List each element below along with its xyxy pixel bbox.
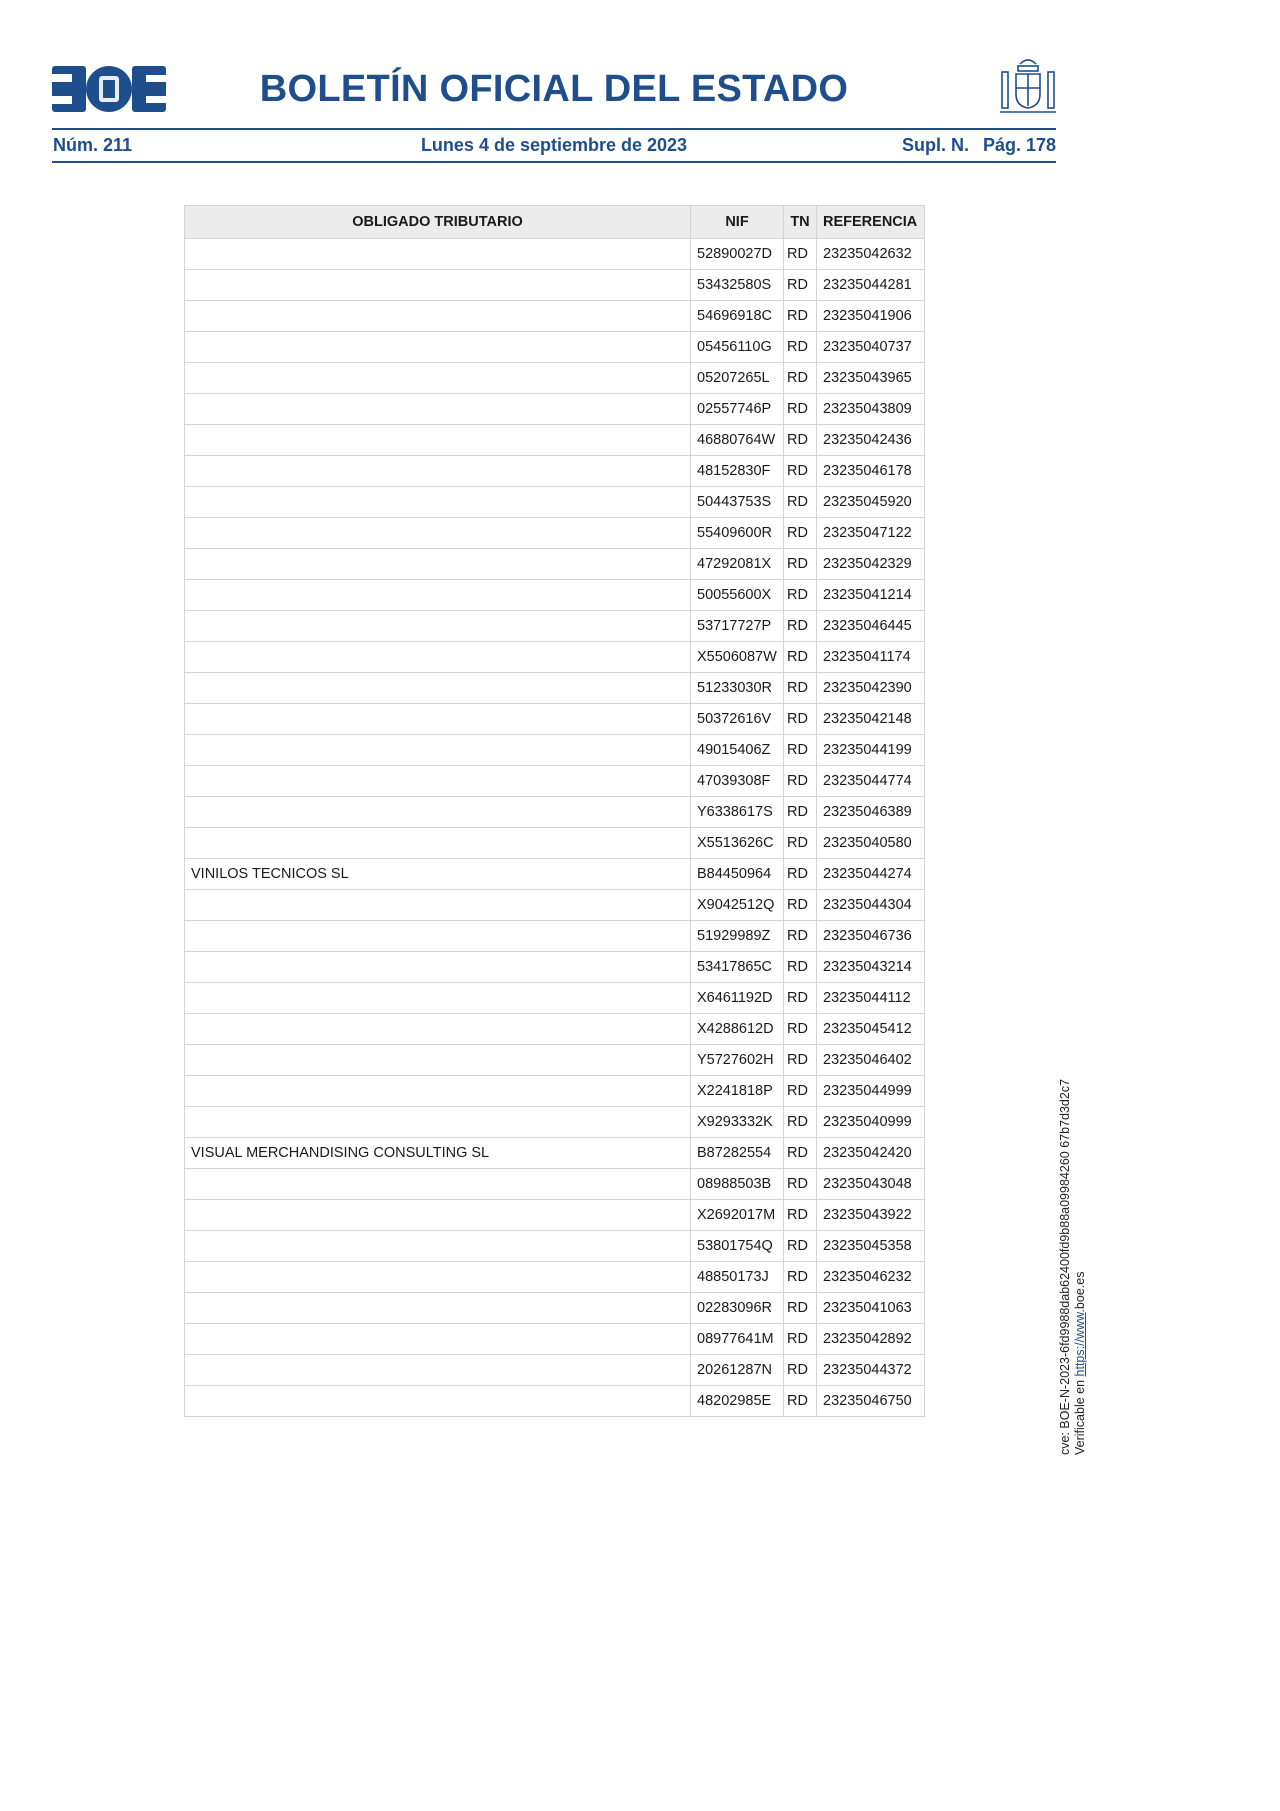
referencia-cell: 23235047122: [817, 518, 925, 549]
cve-code: cve: BOE-N-2023-6fd9988dab62400fd9b88a09984260 67b7d3d2c7: [1058, 1078, 1072, 1455]
obligado-cell: [185, 1386, 691, 1417]
table-row: [185, 363, 925, 394]
nif-cell: 53417865C: [691, 952, 784, 983]
tn-cell: RD: [784, 1014, 817, 1045]
gazette-title: BOLETÍN OFICIAL DEL ESTADO: [259, 68, 849, 110]
nif-cell: 49015406Z: [691, 735, 784, 766]
obligado-cell: [185, 580, 691, 611]
referencia-cell: 23235046232: [817, 1262, 925, 1293]
obligado-cell: [185, 735, 691, 766]
obligado-cell: [185, 394, 691, 425]
table-row: [185, 1355, 925, 1386]
tn-cell: RD: [784, 1169, 817, 1200]
column-header-tn: TN: [784, 206, 817, 239]
table-header-row: [185, 206, 925, 239]
nif-cell: 47292081X: [691, 549, 784, 580]
tn-cell: RD: [784, 549, 817, 580]
obligado-cell: [185, 270, 691, 301]
column-header-nif: NIF: [691, 206, 784, 239]
tn-cell: RD: [784, 704, 817, 735]
referencia-cell: 23235046736: [817, 921, 925, 952]
obligado-cell: [185, 1045, 691, 1076]
taxpayer-table: [184, 205, 925, 1417]
nif-cell: 50372616V: [691, 704, 784, 735]
referencia-cell: 23235045920: [817, 487, 925, 518]
tn-cell: RD: [784, 859, 817, 890]
table-row: [185, 394, 925, 425]
table-row: [185, 1386, 925, 1417]
nif-cell: 54696918C: [691, 301, 784, 332]
nif-cell: 02283096R: [691, 1293, 784, 1324]
obligado-cell: [185, 1200, 691, 1231]
obligado-cell: [185, 828, 691, 859]
tn-cell: RD: [784, 735, 817, 766]
referencia-cell: 23235042420: [817, 1138, 925, 1169]
referencia-cell: 23235043048: [817, 1169, 925, 1200]
table-row: [185, 859, 925, 890]
obligado-cell: [185, 518, 691, 549]
nif-cell: 53432580S: [691, 270, 784, 301]
page-reference: [902, 135, 1056, 156]
obligado-cell: [185, 797, 691, 828]
nif-cell: 51929989Z: [691, 921, 784, 952]
tn-cell: RD: [784, 642, 817, 673]
referencia-cell: 23235043809: [817, 394, 925, 425]
table-row: [185, 735, 925, 766]
obligado-cell: [185, 673, 691, 704]
tn-cell: RD: [784, 1231, 817, 1262]
obligado-cell: [185, 301, 691, 332]
referencia-cell: 23235043214: [817, 952, 925, 983]
obligado-cell: [185, 952, 691, 983]
table-row: [185, 704, 925, 735]
nif-cell: 48850173J: [691, 1262, 784, 1293]
nif-cell: 48152830F: [691, 456, 784, 487]
page-number: Pág. 178: [982, 135, 1056, 155]
referencia-cell: 23235043922: [817, 1200, 925, 1231]
table-row: [185, 301, 925, 332]
table-row: [185, 890, 925, 921]
table-row: [185, 1107, 925, 1138]
nif-cell: 50443753S: [691, 487, 784, 518]
tn-cell: RD: [784, 766, 817, 797]
nif-cell: 53717727P: [691, 611, 784, 642]
nif-cell: 05456110G: [691, 332, 784, 363]
obligado-cell: [185, 642, 691, 673]
nif-cell: 48202985E: [691, 1386, 784, 1417]
nif-cell: Y6338617S: [691, 797, 784, 828]
obligado-cell: [185, 1169, 691, 1200]
referencia-cell: 23235041906: [817, 301, 925, 332]
header-bottom-rule: [52, 161, 1056, 163]
table-row: [185, 952, 925, 983]
nif-cell: Y5727602H: [691, 1045, 784, 1076]
obligado-cell: [185, 1107, 691, 1138]
issue-date: Lunes 4 de septiembre de 2023: [420, 135, 688, 155]
table-row: [185, 1045, 925, 1076]
boe-link[interactable]: https://www: [1073, 1312, 1087, 1377]
table-row: [185, 797, 925, 828]
obligado-cell: [185, 1293, 691, 1324]
tn-cell: RD: [784, 1324, 817, 1355]
referencia-cell: 23235040737: [817, 332, 925, 363]
column-header-obligado: OBLIGADO TRIBUTARIO: [185, 206, 691, 239]
obligado-cell: [185, 704, 691, 735]
referencia-cell: 23235046445: [817, 611, 925, 642]
table-row: [185, 1231, 925, 1262]
referencia-cell: 23235042148: [817, 704, 925, 735]
tn-cell: RD: [784, 332, 817, 363]
table-row: [185, 1076, 925, 1107]
table-row: [185, 518, 925, 549]
obligado-cell: [185, 456, 691, 487]
nif-cell: 08977641M: [691, 1324, 784, 1355]
obligado-cell: [185, 921, 691, 952]
nif-cell: 02557746P: [691, 394, 784, 425]
tn-cell: RD: [784, 487, 817, 518]
table-row: [185, 270, 925, 301]
table-row: [185, 487, 925, 518]
obligado-cell: [185, 1262, 691, 1293]
nif-cell: X2692017M: [691, 1200, 784, 1231]
referencia-cell: 23235042436: [817, 425, 925, 456]
referencia-cell: 23235044372: [817, 1355, 925, 1386]
referencia-cell: 23235041214: [817, 580, 925, 611]
nif-cell: 08988503B: [691, 1169, 784, 1200]
nif-cell: B87282554: [691, 1138, 784, 1169]
table-row: [185, 1324, 925, 1355]
referencia-cell: 23235045358: [817, 1231, 925, 1262]
obligado-cell: [185, 549, 691, 580]
tn-cell: RD: [784, 363, 817, 394]
table-row: [185, 1293, 925, 1324]
referencia-cell: 23235044304: [817, 890, 925, 921]
referencia-cell: 23235042892: [817, 1324, 925, 1355]
table-row: [185, 642, 925, 673]
tn-cell: RD: [784, 239, 817, 270]
obligado-cell: [185, 1014, 691, 1045]
nif-cell: 05207265L: [691, 363, 784, 394]
referencia-cell: 23235042390: [817, 673, 925, 704]
tn-cell: RD: [784, 1045, 817, 1076]
table-row: [185, 611, 925, 642]
nif-cell: 46880764W: [691, 425, 784, 456]
obligado-cell: [185, 332, 691, 363]
tn-cell: RD: [784, 394, 817, 425]
referencia-cell: 23235045412: [817, 1014, 925, 1045]
tn-cell: RD: [784, 828, 817, 859]
obligado-cell: [185, 611, 691, 642]
referencia-cell: 23235044199: [817, 735, 925, 766]
referencia-cell: 23235040580: [817, 828, 925, 859]
column-header-referencia: REFERENCIA: [817, 206, 925, 239]
tn-cell: RD: [784, 580, 817, 611]
verification-note: Verificable en https://www.boe.es: [1073, 1271, 1087, 1455]
nif-cell: 47039308F: [691, 766, 784, 797]
nif-cell: X2241818P: [691, 1076, 784, 1107]
obligado-cell: VISUAL MERCHANDISING CONSULTING SL: [185, 1138, 691, 1169]
supplement-label: Supl. N.: [901, 135, 969, 155]
referencia-cell: 23235042329: [817, 549, 925, 580]
table-row: [185, 1138, 925, 1169]
tn-cell: RD: [784, 611, 817, 642]
tn-cell: RD: [784, 518, 817, 549]
obligado-cell: [185, 239, 691, 270]
obligado-cell: [185, 890, 691, 921]
referencia-cell: 23235044112: [817, 983, 925, 1014]
tn-cell: RD: [784, 425, 817, 456]
nif-cell: X5513626C: [691, 828, 784, 859]
tn-cell: RD: [784, 1138, 817, 1169]
referencia-cell: 23235041063: [817, 1293, 925, 1324]
obligado-cell: [185, 1355, 691, 1386]
tn-cell: RD: [784, 1076, 817, 1107]
verification-code: [1058, 1055, 1088, 1455]
obligado-cell: [185, 1076, 691, 1107]
nif-cell: 51233030R: [691, 673, 784, 704]
nif-cell: B84450964: [691, 859, 784, 890]
issue-number: Núm. 211: [53, 135, 133, 155]
tn-cell: RD: [784, 1262, 817, 1293]
tn-cell: RD: [784, 456, 817, 487]
table-row: [185, 921, 925, 952]
referencia-cell: 23235046389: [817, 797, 925, 828]
obligado-cell: [185, 1231, 691, 1262]
table-row: [185, 1200, 925, 1231]
nif-cell: X9042512Q: [691, 890, 784, 921]
referencia-cell: 23235042632: [817, 239, 925, 270]
nif-cell: 20261287N: [691, 1355, 784, 1386]
referencia-cell: 23235044999: [817, 1076, 925, 1107]
tn-cell: RD: [784, 890, 817, 921]
nif-cell: 55409600R: [691, 518, 784, 549]
referencia-cell: 23235043965: [817, 363, 925, 394]
referencia-cell: 23235044774: [817, 766, 925, 797]
table-row: [185, 332, 925, 363]
coat-of-arms-icon: [998, 56, 1058, 118]
obligado-cell: [185, 983, 691, 1014]
obligado-cell: [185, 425, 691, 456]
table-row: [185, 239, 925, 270]
table-row: [185, 766, 925, 797]
tn-cell: RD: [784, 952, 817, 983]
table-row: [185, 983, 925, 1014]
obligado-cell: [185, 487, 691, 518]
table-row: [185, 1169, 925, 1200]
referencia-cell: 23235040999: [817, 1107, 925, 1138]
nif-cell: X5506087W: [691, 642, 784, 673]
tn-cell: RD: [784, 921, 817, 952]
table-row: [185, 828, 925, 859]
nif-cell: 50055600X: [691, 580, 784, 611]
referencia-cell: 23235041174: [817, 642, 925, 673]
referencia-cell: 23235044274: [817, 859, 925, 890]
obligado-cell: [185, 363, 691, 394]
table-row: [185, 549, 925, 580]
tn-cell: RD: [784, 270, 817, 301]
table-row: [185, 1262, 925, 1293]
tn-cell: RD: [784, 301, 817, 332]
table-row: [185, 456, 925, 487]
table-row: [185, 425, 925, 456]
tn-cell: RD: [784, 1293, 817, 1324]
tn-cell: RD: [784, 1355, 817, 1386]
nif-cell: X4288612D: [691, 1014, 784, 1045]
nif-cell: 53801754Q: [691, 1231, 784, 1262]
tn-cell: RD: [784, 1200, 817, 1231]
tn-cell: RD: [784, 797, 817, 828]
tn-cell: RD: [784, 983, 817, 1014]
referencia-cell: 23235046402: [817, 1045, 925, 1076]
nif-cell: X6461192D: [691, 983, 784, 1014]
table-row: [185, 673, 925, 704]
nif-cell: X9293332K: [691, 1107, 784, 1138]
obligado-cell: [185, 1324, 691, 1355]
tn-cell: RD: [784, 1107, 817, 1138]
obligado-cell: VINILOS TECNICOS SL: [185, 859, 691, 890]
referencia-cell: 23235044281: [817, 270, 925, 301]
nif-cell: 52890027D: [691, 239, 784, 270]
referencia-cell: 23235046750: [817, 1386, 925, 1417]
obligado-cell: [185, 766, 691, 797]
tn-cell: RD: [784, 1386, 817, 1417]
header-top-rule: [52, 128, 1056, 130]
tn-cell: RD: [784, 673, 817, 704]
table-row: [185, 580, 925, 611]
referencia-cell: 23235046178: [817, 456, 925, 487]
table-row: [185, 1014, 925, 1045]
